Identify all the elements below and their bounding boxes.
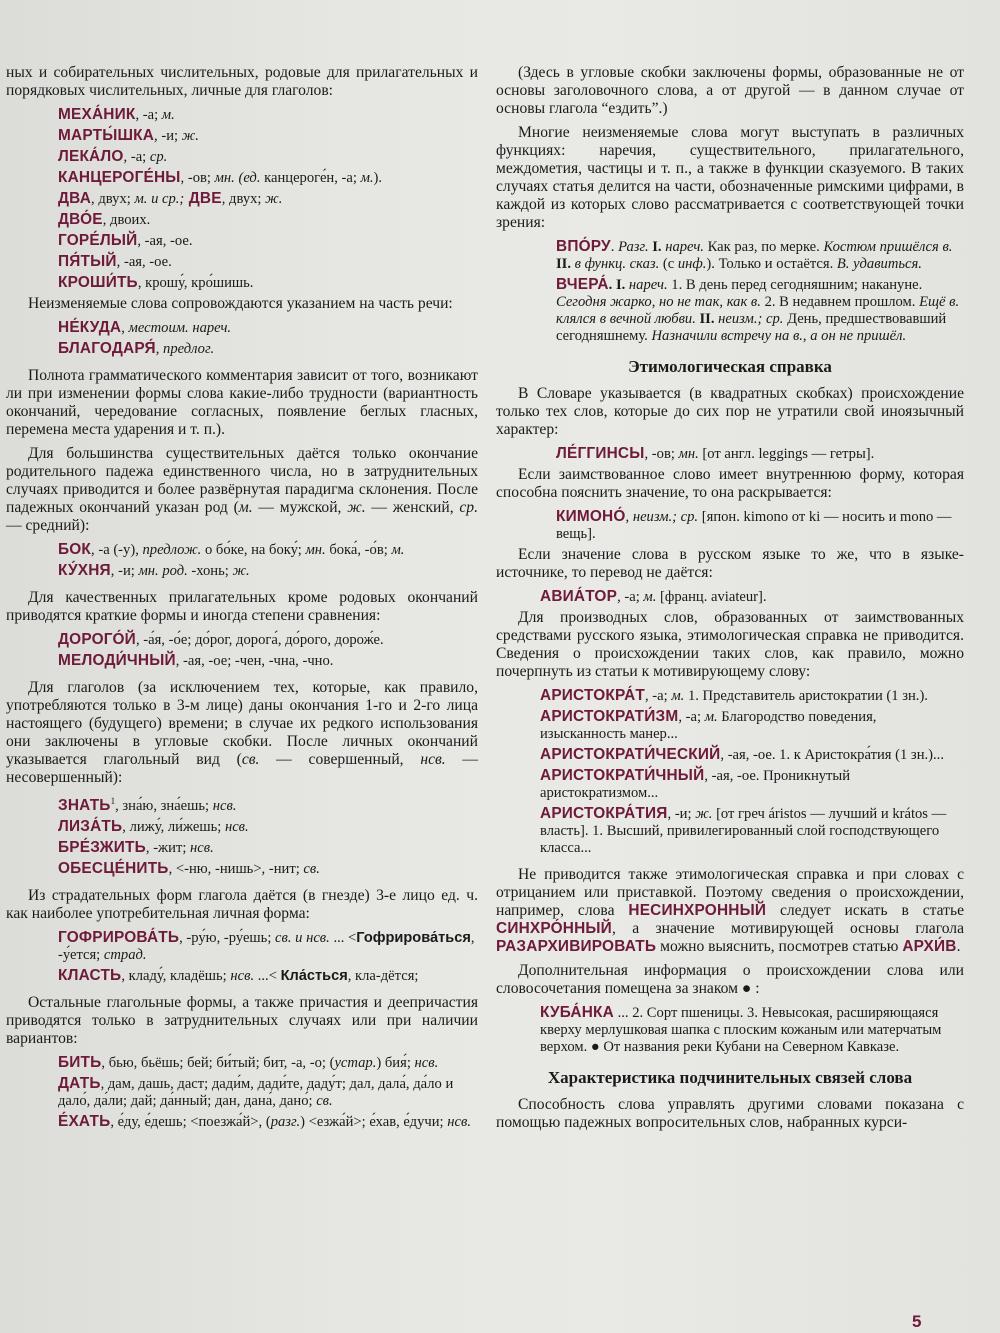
entry-text: 2. В недавнем прошлом.: [760, 294, 920, 310]
headword: АРИСТОКРА́ТИЯ: [540, 805, 668, 822]
entry-text: I.: [648, 239, 666, 255]
entry-text: , кла-дётся;: [347, 967, 419, 984]
grammar-label: в функц. сказ.: [574, 256, 660, 272]
entry-text: День, предшествовавший сегодняшнему.: [556, 311, 947, 344]
entry-text: ) <езжа́й>; е́хав, е́дучи;: [300, 1113, 448, 1130]
dictionary-entry: [6, 818, 478, 836]
dictionary-entry: [496, 588, 964, 606]
dictionary-entry: [6, 1054, 478, 1072]
entry-text: 1. к Аристокра́тия (1 зн.)...: [779, 747, 944, 763]
headword: КАНЦЕРОГЕ́НЫ: [58, 169, 181, 186]
headword: ДОРОГО́Й: [58, 631, 136, 648]
para-text: .: [956, 938, 961, 955]
entry-text: 1. Представитель аристократии (1 зн.).: [684, 688, 928, 704]
paragraph: Если значение слова в русском языке то же, что в языке-источнике, то перевод не даётся:: [496, 546, 964, 581]
paragraph: Способность слова управлять другими словами показана с помощью падежных вопросительных слов, набранных курси-: [496, 1096, 964, 1131]
dictionary-entry: [6, 253, 478, 271]
dictionary-entry: [6, 232, 478, 250]
usage-example: Ещё в. клялся в вечной любви.: [556, 294, 960, 327]
para-text: можно выяснить, посмотрев статью: [656, 938, 903, 955]
paragraph: Для качественных прилагательных кроме родовых окончаний приводятся краткие формы и иногда степени сравнения:: [6, 589, 478, 624]
dictionary-entry: [6, 148, 478, 166]
headword: ГОРЕ́ЛЫЙ: [58, 232, 138, 249]
dictionary-entry: [6, 562, 478, 580]
section-heading: Характеристика подчинительных связей слова: [547, 1068, 913, 1087]
dictionary-entry: [496, 445, 964, 463]
dictionary-entry: [6, 929, 478, 964]
grammar-label: нсв.: [224, 818, 249, 835]
headword: АВИА́ТОР: [540, 588, 618, 605]
entry-text: II.: [556, 256, 575, 272]
headword: НЕСИНХРОННЫЙ: [628, 902, 767, 919]
entry-text: , -а́я, -о́е; до́рог, дорога́, до́рого, дорож́е.: [135, 632, 384, 648]
grammar-label: предлог.: [163, 341, 215, 357]
para-text: Не приводится также этимологическая справка и при словах с отрицанием или приставкой. Поэтому сведения о происхождении, например, слова: [496, 866, 964, 919]
headword: АРИСТОКРАТИ́ЗМ: [540, 708, 679, 725]
sub-headword: Гофрирова́ться: [356, 929, 471, 946]
entry-text: Благородство поведения, изысканность манер...: [540, 709, 877, 742]
grammar-label: ж.: [347, 499, 366, 516]
dictionary-entry: [6, 340, 478, 358]
grammar-label: св.: [241, 751, 260, 768]
section-heading: Этимологическая справка: [628, 357, 832, 376]
usage-example: Костюм пришёлся в.: [823, 239, 953, 255]
headword: СИНХРО́ННЫЙ: [496, 920, 612, 937]
headword: ДВА: [58, 190, 92, 207]
grammar-label: мн.: [678, 446, 699, 462]
headword: ЛЕКА́ЛО: [58, 148, 124, 165]
paragraph: Если заимствованное слово имеет внутреннюю форму, которая способна пояснить значение, то она раскрывается:: [496, 466, 964, 501]
grammar-label: ср.: [459, 499, 478, 516]
entry-text: канцероге́н, -а;: [260, 170, 361, 186]
dictionary-entry: [6, 274, 478, 292]
dictionary-entry: [6, 319, 478, 337]
headword: АРИСТОКРА́Т: [540, 687, 645, 704]
entry-text: , -и;: [154, 128, 182, 144]
entry-text: ,: [121, 320, 129, 336]
page-number: 5: [912, 1312, 922, 1331]
headword: НЕ́КУДА: [58, 319, 122, 336]
entry-text: , зна́ю, зна́ешь;: [115, 797, 213, 814]
grammar-label: местоим. нареч.: [128, 320, 232, 336]
entry-text: -хонь;: [187, 563, 233, 579]
grammar-label: инф.: [677, 256, 707, 272]
headword: ВЧЕРА́: [556, 276, 609, 293]
dictionary-entry: [496, 238, 964, 273]
entry-list: [6, 106, 478, 292]
entry-text: , -а (-у),: [91, 542, 143, 558]
para-text: — средний):: [6, 517, 90, 534]
headword: КЛАСТЬ: [58, 966, 122, 984]
para-text: следует искать в статье: [766, 902, 964, 919]
grammar-label: ж.: [695, 806, 713, 822]
paragraph: [496, 866, 964, 956]
grammar-label: св.: [303, 860, 320, 877]
entry-text: , -ая, -ое.: [137, 233, 193, 249]
right-column: [496, 64, 964, 1138]
entry-text: , -ая, -ое.: [116, 254, 172, 270]
dictionary-entry: [6, 860, 478, 878]
sub-headword: Кла́стьcя: [280, 967, 348, 984]
dictionary-entry: [6, 211, 478, 229]
entry-text: , двоих.: [102, 212, 151, 228]
entry-text: , лижу́, ли́жешь;: [122, 818, 225, 835]
entry-text: , двух;: [91, 191, 135, 207]
entry-text: , -ая, -ое.: [704, 768, 764, 784]
paragraph: ных и собирательных числительных, родовые для прилагательных и порядковых числительных, личные для глаголов:: [6, 64, 478, 99]
grammar-label: устар.: [334, 1054, 377, 1071]
dictionary-entry: [496, 276, 964, 345]
grammar-label: ж.: [265, 191, 283, 207]
headword: МЕЛОДИ́ЧНЫЙ: [58, 652, 176, 669]
grammar-label: м.: [671, 688, 685, 704]
dictionary-entry: [6, 1075, 478, 1110]
grammar-label: м.: [391, 542, 405, 558]
entry-text: , -а;: [135, 107, 162, 123]
headword: ОБЕСЦЕ́НИТЬ: [58, 859, 169, 877]
usage-example: Назначили встречу на в., а он не пришёл.: [651, 328, 907, 344]
grammar-label: ср.: [149, 149, 168, 165]
entry-text: Проникнутый аристократизмом...: [540, 768, 851, 801]
entry-text: , -ов;: [644, 446, 679, 462]
entry-text: .: [610, 239, 619, 255]
paragraph: (Здесь в угловые скобки заключены формы, образованные не от основы заголовочного слова, а от другой — в данном случае от основы глагола “ездить”.): [496, 64, 964, 117]
dictionary-entry: [6, 793, 478, 815]
paragraph: [6, 445, 478, 535]
entry-text: ).: [373, 170, 383, 186]
para-text: , а значение мотивирующей основы глагола: [611, 920, 964, 937]
entry-text: , -и;: [110, 563, 139, 579]
paragraph: Для производных слов, образованных от заимствованных средствами русского языка, этимологическая справка не приводится. Сведения о происхождении таких слов, как правило, можно почерпнуть из статьи к мотивирующему слову:: [496, 609, 964, 680]
grammar-label: ж.: [181, 128, 199, 144]
headword: МАРТЫ́ШКА: [58, 127, 155, 144]
para-text: — мужской,: [252, 499, 348, 516]
entry-text: , -жит;: [145, 839, 191, 856]
headword: БИТЬ: [58, 1053, 102, 1071]
usage-example: Сегодня жарко, но не так, как в.: [556, 294, 761, 310]
entry-text: ... 2. Сорт пшеницы. 3. Невысокая, расширяющаяся кверху мерлушковая шапка с плоским кожаным или матерчатым верхом. ● От названия реки Кубани на Северном Кавказе.: [540, 1005, 942, 1055]
entry-text: ) бия́;: [376, 1054, 415, 1071]
dictionary-entry: [6, 106, 478, 124]
grammar-label: ж.: [232, 563, 250, 579]
dictionary-entry: [496, 746, 964, 764]
entry-text: , -и;: [667, 806, 696, 822]
entry-text: , -у́ется;: [58, 929, 475, 963]
grammar-label: неизм.; ср.: [718, 311, 784, 327]
grammar-label: неизм.; ср.: [632, 509, 699, 525]
entry-text: , бью, бьёшь; бей; би́тый; бит, -а, -о; (: [101, 1054, 335, 1071]
headword: ДВО́Е: [58, 211, 103, 228]
paragraph: Полнота грамматического комментария зависит от того, возникают ли при изменении формы слова какие-либо трудности (вариантность окончаний, чередование согласных, появление беглых гласных, перемена места ударения и т. п.).: [6, 367, 478, 438]
paragraph: Многие неизменяемые слова могут выступать в различных функциях: наречия, существительного, прилагательного, междометия, частицы и т. п., а также в функции сказуемого. В таких случаях статья делится на части, обозначенные римскими цифрами, в каждой из которых слово рассматривается с соответствующей точки зрения:: [496, 124, 964, 231]
grammar-label: нсв.: [447, 1113, 471, 1130]
grammar-label: нареч.: [628, 277, 668, 293]
grammar-label: нсв.: [420, 751, 446, 768]
headword: АРИСТОКРАТИ́ЧЕСКИЙ: [540, 746, 721, 763]
grammar-label: предлож.: [142, 542, 202, 558]
entry-text: , крошу́, кро́шишь.: [137, 275, 254, 291]
left-column: [6, 64, 478, 1134]
entry-text: ). Только и остаётся.: [706, 256, 837, 272]
dictionary-entry: [6, 967, 478, 985]
para-text: Для глаголов (за исключением тех, которые, как правило, употребляются только в 3-м лице) даны окончания 1-го и 2-го лица настоящего (будущего) времени; в случае их редкого использования они заключены в угловые скобки. После личных окончаний указывается глагольный вид (: [6, 679, 478, 768]
dictionary-entry: [6, 652, 478, 670]
grammar-label: нсв.: [212, 797, 237, 814]
entry-text: ...<: [254, 967, 281, 984]
headword: Е́ХАТЬ: [58, 1112, 111, 1130]
paragraph: Неизменяемые слова сопровождаются указанием на часть речи:: [28, 295, 453, 312]
headword: АРИСТОКРАТИ́ЧНЫЙ: [540, 767, 705, 784]
headword: ЛЕ́ГГИНСЫ: [556, 445, 645, 462]
entry-text: , -а;: [617, 589, 644, 605]
entry-text: , -ая, -ое.: [720, 747, 780, 763]
dictionary-entry: [6, 127, 478, 145]
grammar-label: разг.: [270, 1113, 301, 1130]
entry-text: , е́ду, е́дешь; <поезжа́й>, (: [110, 1113, 271, 1130]
entry-text: . I.: [608, 277, 629, 293]
grammar-label: св.: [316, 1092, 333, 1109]
entry-text: , -ая, -ое; -чен, -чна, -чно.: [175, 653, 334, 669]
entry-text: [франц. aviateur].: [656, 589, 767, 605]
grammar-label: мн. (ед.: [214, 170, 261, 186]
headword: ПЯ́ТЫЙ: [58, 253, 117, 270]
grammar-label: нареч.: [665, 239, 704, 255]
entry-text: , -а;: [644, 688, 672, 704]
dictionary-entry: [6, 839, 478, 857]
headword: КИМОНО́: [556, 508, 626, 525]
grammar-label: мн. род.: [138, 563, 188, 579]
paragraph: Остальные глагольные формы, а также причастия и деепричастия приводятся только в затруднительных случаях или при наличии вариантов:: [6, 993, 478, 1047]
headword: КУБА́НКА: [540, 1004, 614, 1021]
headword: РАЗАРХИВИРОВАТЬ: [496, 938, 657, 955]
grammar-label: м.: [238, 499, 253, 516]
grammar-label: м.: [161, 107, 175, 123]
headword: ДВЕ: [184, 190, 222, 207]
entry-text: ,: [155, 341, 164, 357]
dictionary-entry: [496, 1004, 964, 1056]
entry-text: [от англ. leggings — гетры].: [698, 446, 875, 462]
grammar-label: нсв.: [414, 1054, 439, 1071]
dictionary-entry: [6, 631, 478, 649]
dictionary-entry: [6, 541, 478, 559]
dictionary-entry: [496, 767, 964, 802]
headword: ДАТЬ: [58, 1074, 101, 1092]
entry-text: , -а;: [678, 709, 705, 725]
entry-text: о бо́ке, на боку́;: [201, 542, 306, 558]
entry-text: , двух;: [221, 191, 266, 207]
headword: ВПО́РУ: [556, 238, 611, 255]
grammar-label: Разг.: [618, 239, 649, 255]
dictionary-entry: [496, 508, 964, 543]
paragraph: В Словаре указывается (в квадратных скобках) происхождение только тех слов, которые до сих пор не утратили свой иноязычный характер:: [496, 385, 964, 438]
grammar-label: м.: [643, 589, 657, 605]
entry-text: ... <: [329, 929, 357, 946]
headword: МЕХА́НИК: [58, 106, 136, 123]
paragraph: Из страдательных форм глагола даётся (в гнезде) 3-е лицо ед. ч. как наиболее употребительная личная форма:: [6, 886, 478, 922]
headword: ЛИЗА́ТЬ: [58, 817, 123, 835]
entry-text: , дам, дашь, даст; дади́м, дади́те, даду́т; дал, дала́, да́ло и дало́, да́ли; дай; да́нный; дан, дана́, дано́;: [58, 1075, 454, 1109]
entry-text: , -а;: [123, 149, 150, 165]
entry-text: [япон. kimono от ki — носить и mono — вещь].: [556, 509, 952, 542]
grammar-label: страд.: [103, 946, 147, 963]
dictionary-entry: [496, 708, 964, 743]
para-text: — совершенный,: [259, 751, 421, 768]
dictionary-entry: [6, 190, 478, 208]
headword: БЛАГОДАРЯ́: [58, 340, 156, 357]
para-text: — женский,: [365, 499, 460, 516]
entry-text: II.: [695, 311, 719, 327]
headword: БРЕ́ЗЖИТЬ: [58, 838, 146, 856]
entry-text: , кладу́, кладёшь;: [121, 967, 231, 984]
headword: КУ́ХНЯ: [58, 562, 111, 579]
entry-text: , <-ню, -нишь>, -нит;: [168, 860, 304, 877]
grammar-label: нсв.: [190, 839, 214, 856]
grammar-label: мн.: [305, 542, 326, 558]
headword: БОК: [58, 541, 92, 558]
entry-text: [от греч áristos — лучший и krátos — власть]. 1. Высший, привилегированный слой господствующего класса...: [540, 806, 947, 856]
entry-text: , -ру́ю, -ру́ешь;: [179, 929, 276, 946]
entry-text: , -ов;: [180, 170, 215, 186]
grammar-label: м.: [360, 170, 374, 186]
para-text: Для большинства существительных даётся только окончание родительного падежа единственного числа, но в затруднительных случаях приводится и более развёрнутая парадигма склонения. После падежных окончаний указан род (: [6, 445, 478, 516]
dictionary-entry: [496, 805, 964, 857]
entry-text: ,: [625, 509, 633, 525]
dictionary-entry: [6, 1113, 478, 1131]
dictionary-entry: [496, 687, 964, 705]
entry-text: Как раз, по мерке.: [703, 239, 824, 255]
paragraph: Дополнительная информация о происхождении слова или словосочетания помещена за знаком ● :: [496, 962, 964, 997]
entry-text: 1. В день перед сегодняшним; накануне.: [667, 277, 923, 293]
grammar-label: нсв.: [230, 967, 255, 984]
headword: ГОФРИРОВА́ТЬ: [58, 928, 180, 946]
entry-text: бока́, -о́в;: [325, 542, 392, 558]
entry-text: (с: [659, 256, 678, 272]
headword: КРОШИ́ТЬ: [58, 274, 138, 291]
dictionary-entry: [6, 169, 478, 187]
headword: АРХИ́В: [902, 938, 957, 955]
para-text: — несовершенный):: [6, 751, 478, 786]
usage-example: В. удавиться.: [836, 256, 922, 272]
homonym-index: 1: [110, 796, 116, 806]
grammar-label: м.: [704, 709, 718, 725]
headword: ЗНАТЬ: [58, 796, 111, 814]
grammar-label: м. и ср.;: [134, 191, 185, 207]
grammar-label: св. и нсв.: [275, 929, 330, 946]
paragraph: [6, 679, 478, 787]
